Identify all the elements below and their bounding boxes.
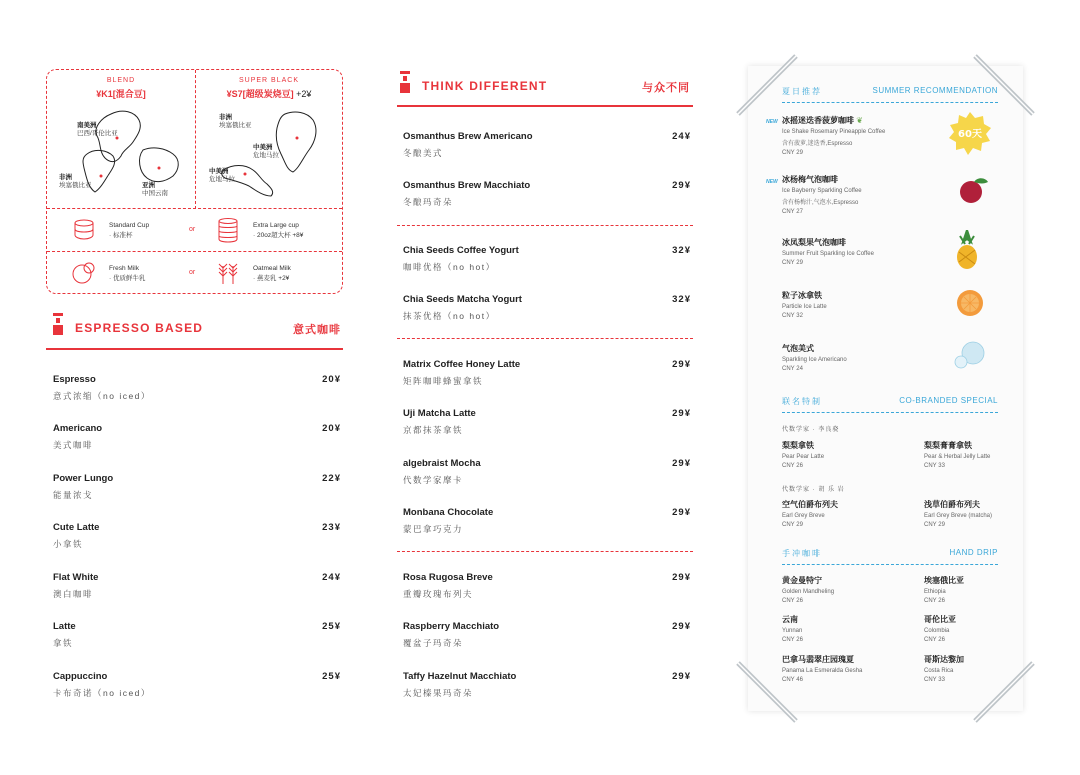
summer-item-bayberry-sparkling[interactable]: 冰杨梅气泡咖啡 Ice Bayberry Sparkling Coffee 含有杨梅汁,气泡水,Espresso CNY 27 [782,175,862,215]
think-different-section-header [400,71,690,101]
cup-mark-icon [53,313,63,335]
hand-drip-divider [782,564,998,565]
think-different-divider [397,105,693,107]
menu-item-espresso[interactable]: Espresso 意式浓缩（no iced） 20¥ [53,374,341,401]
summer-section-header: 夏日推荐 SUMMER RECOMMENDATION [782,86,998,96]
cobranded-section-header: 联名特制 CO-BRANDED SPECIAL [782,396,998,406]
hand-drip-item-colombia[interactable]: 哥伦比亚 Colombia CNY 26 [924,615,956,643]
espresso-divider [46,348,343,350]
menu-item-taffy-hazelnut-macchiato[interactable]: Taffy Hazelnut Macchiato 太妃榛果玛奇朵 29¥ [403,671,691,698]
espresso-section-header [53,313,341,343]
menu-item-matrix-honey-latte[interactable]: Matrix Coffee Honey Latte 矩阵咖啡蜂蜜拿铁 29¥ [403,359,691,386]
group-divider [397,551,693,552]
cobranded-divider [782,412,998,413]
pineapple-icon [954,230,980,270]
extra-large-cup-option[interactable]: Extra Large cup · 20oz超大杯 +8¥ [253,222,304,239]
summer-item-sparkling-americano[interactable]: 气泡美式 Sparkling Ice Americano CNY 24 [782,344,847,372]
espresso-section-title: ESPRESSO BASED [75,321,204,335]
menu-item-chia-matcha-yogurt[interactable]: Chia Seeds Matcha Yogurt 抹茶优格（no hot） 32¥ [403,294,691,321]
menu-item-power-lungo[interactable]: Power Lungo 能量浓戈 22¥ [53,473,341,500]
cup-size-options [47,209,342,252]
or-separator: or [189,226,196,233]
super-black-kicker: SUPER BLACK [238,77,300,84]
photo-corner-bottom-right [967,655,1037,725]
extra-large-cup-icon [215,217,241,243]
bubbles-icon [954,340,988,370]
hand-drip-item-golden-mandheling[interactable]: 黄金曼特宁 Golden Mandheling CNY 26 [782,576,835,604]
super-black-region-central-america: 中美洲 危地马拉 [253,144,279,159]
svg-text:60天: 60天 [958,129,982,140]
fresh-milk-option[interactable]: Fresh Milk · 优质鲜牛乳 [109,265,146,282]
blend-kicker: BLEND [106,77,136,84]
cup-mark-icon [400,71,410,93]
sixty-days-badge-icon [948,110,992,158]
menu-item-uji-matcha-latte[interactable]: Uji Matcha Latte 京都抹茶拿铁 29¥ [403,408,691,435]
new-badge: NEW [766,119,778,125]
menu-item-rosa-rugosa-breve[interactable]: Rosa Rugosa Breve 重瓣玫瑰布列夫 29¥ [403,572,691,599]
menu-item-latte[interactable]: Latte 拿铁 25¥ [53,621,341,648]
oat-icon [215,260,241,286]
menu-item-americano[interactable]: Americano 美式咖啡 20¥ [53,423,341,450]
cobrand-item-pear-latte[interactable]: 梨梨拿铁 Pear Pear Latte CNY 26 [782,441,825,469]
blend-region-south-america: 南美洲 巴西/哥伦比亚 [77,122,118,137]
oatmeal-milk-option[interactable]: Oatmeal Milk · 燕麦乳 +2¥ [253,265,291,282]
standard-cup-option[interactable]: Standard Cup · 标准杯 [109,222,150,239]
menu-item-monbana-chocolate[interactable]: Monbana Chocolate 蒙巴拿巧克力 29¥ [403,507,691,534]
summer-divider [782,102,998,103]
bean-selection-box [46,69,343,294]
blend-region-asia: 亚洲 中国云南 [142,182,168,197]
hand-drip-section-header: 手冲咖啡 HAND DRIP [782,548,998,558]
summer-item-pineapple-sparkling[interactable]: 冰凤梨果气泡咖啡 Summer Fruit Sparkling Ice Coffee CNY 29 [782,238,874,266]
new-badge: NEW [766,179,778,185]
bean-maps [47,70,342,209]
specials-card [748,66,1023,711]
menu-item-algebraist-mocha[interactable]: algebraist Mocha 代数学家摩卡 29¥ [403,458,691,485]
summer-item-pineapple-coffee[interactable]: 冰摇迷迭香菠萝咖啡 ❦ Ice Shake Rosemary Pineapple Coffee 含有菠萝,迷迭香,Espresso CNY 29 [782,116,886,156]
cobrand-item-earl-grey-breve[interactable]: 空气伯爵布列夫 Earl Grey Breve CNY 29 [782,500,838,528]
menu-item-cute-latte[interactable]: Cute Latte 小拿铁 23¥ [53,522,341,549]
hand-drip-item-yunnan[interactable]: 云南 Yunnan CNY 26 [782,615,803,643]
cobrand-group-label: 代数学家 · 胡 乐 岩 [782,487,845,493]
hand-drip-item-costa-rica[interactable]: 哥斯达黎加 Costa Rica CNY 33 [924,655,964,683]
menu-item-flat-white[interactable]: Flat White 澳白咖啡 24¥ [53,572,341,599]
espresso-section-title-zh: 意式咖啡 [293,324,341,336]
super-black-header [195,77,343,100]
grapefruit-icon [954,288,988,318]
milk-options [47,252,342,295]
bayberry-icon [956,174,990,208]
menu-item-cappuccino[interactable]: Cappuccino 卡布奇诺（no iced） 25¥ [53,671,341,698]
super-black-name: ¥S7[超级炭烧豆] +2¥ [226,89,312,99]
cobrand-item-earl-grey-breve-matcha[interactable]: 浅草伯爵布列夫 Earl Grey Breve (matcha) CNY 29 [924,500,993,528]
standard-cup-icon [71,217,97,243]
group-divider [397,338,693,339]
think-different-title-zh: 与众不同 [642,82,690,94]
blend-region-africa: 非洲 埃塞俄比亚 [59,174,92,189]
leaf-icon: ❦ [856,116,863,125]
cobrand-item-pear-jelly-latte[interactable]: 梨梨膏膏拿铁 Pear & Herbal Jelly Latte CNY 33 [924,441,991,469]
super-black-region-africa: 非洲 埃塞俄比亚 [219,114,252,129]
super-black-region-central-america-2: 中美洲 危地马拉 [209,168,235,183]
summer-item-particle-latte[interactable]: 粒子冰拿铁 Particle Ice Latte CNY 32 [782,291,827,319]
fresh-milk-icon [71,260,97,286]
group-divider [397,225,693,226]
blend-name: ¥K1[混合豆] [96,89,146,99]
menu-item-osmanthus-macchiato[interactable]: Osmanthus Brew Macchiato 冬酿玛奇朵 29¥ [403,180,691,207]
blend-header [47,77,195,100]
or-separator: or [189,269,196,276]
menu-item-raspberry-macchiato[interactable]: Raspberry Macchiato 覆盆子玛奇朵 29¥ [403,621,691,648]
menu-item-chia-coffee-yogurt[interactable]: Chia Seeds Coffee Yogurt 咖啡优格（no hot） 32¥ [403,245,691,272]
menu-item-osmanthus-americano[interactable]: Osmanthus Brew Americano 冬酿美式 24¥ [403,131,691,158]
hand-drip-item-panama-gesha[interactable]: 巴拿马翡翠庄园瑰夏 Panama La Esmeralda Gesha CNY 46 [782,655,863,683]
hand-drip-item-ethiopia[interactable]: 埃塞俄比亚 Ethiopia CNY 26 [924,576,964,604]
think-different-title: THINK DIFFERENT [422,79,548,93]
cobrand-group-label: 代数学家 · 李良骁 [782,427,840,433]
